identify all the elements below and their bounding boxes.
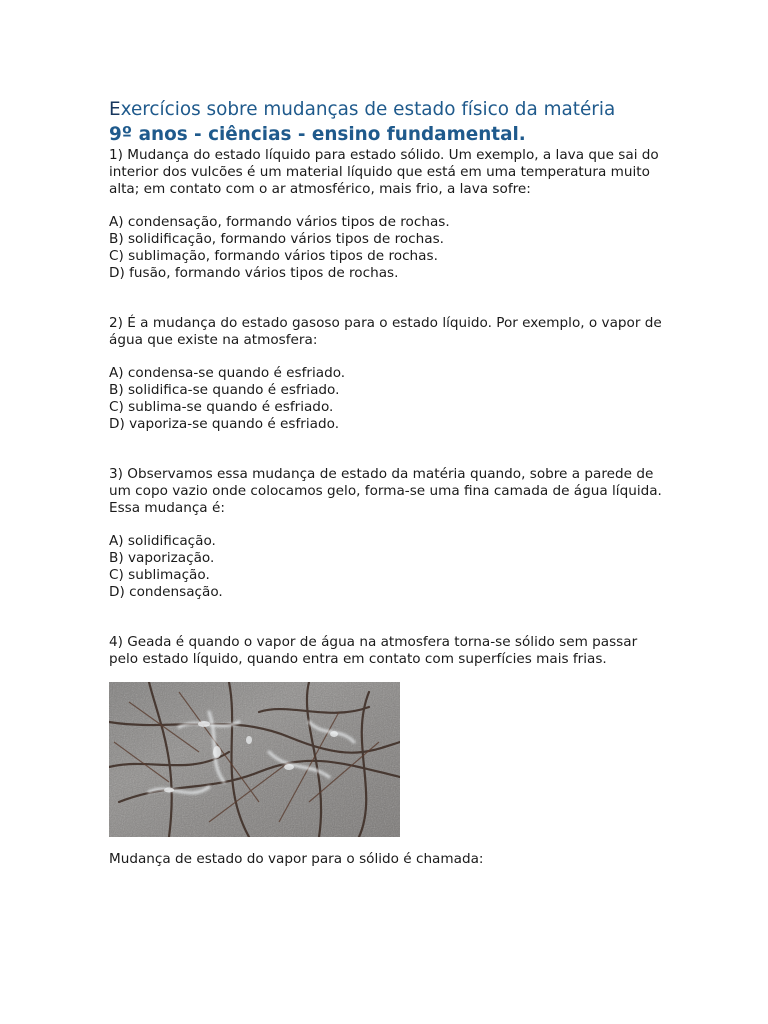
question-3-option-a: A) solidificação. [109,533,216,550]
question-2-options [109,365,669,432]
title-first-letter: E [109,99,121,120]
question-1-option-c: C) sublimação, formando vários tipos de rochas. [109,247,438,264]
question-2-option-d: D) vaporiza-se quando é esfriado. [109,415,340,432]
question-1 [109,147,669,281]
question-2 [109,315,669,433]
question-3-prompt-2: Essa mudança é: [109,499,225,516]
question-2-option-b: B) solidifica-se quando é esfriado. [109,382,340,399]
question-1-option-a: A) condensação, formando vários tipos de rochas. [109,214,450,231]
question-3-option-c: C) sublimação. [109,566,210,583]
question-3-options [109,533,669,600]
question-3-option-b: B) vaporização. [109,550,215,567]
question-4 [109,634,669,867]
question-1-prompt: 1) Mudança do estado líquido para estado sólido. Um exemplo, a lava que sai do interior dos vulcões é um material líquido que está em uma temperatura muito alta; em contato com o ar atmosférico, mais frio, a lava sofre: [109,147,659,197]
document-page [109,97,669,868]
question-3-option-d: D) condensação. [109,583,223,600]
question-1-option-b: B) solidificação, formando vários tipos de rochas. [109,230,445,247]
question-2-option-c: C) sublima-se quando é esfriado. [109,398,334,415]
question-4-prompt: 4) Geada é quando o vapor de água na atmosfera torna-se sólido sem passar pelo estado líquido, quando entra em contato com superfícies mais frias. [109,634,638,667]
question-2-prompt: 2) É a mudança do estado gasoso para o estado líquido. Por exemplo, o vapor de água que existe na atmosfera: [109,314,662,348]
question-1-options [109,214,669,281]
frost-branches-image [109,682,400,837]
question-3 [109,466,669,600]
question-2-option-a: A) condensa-se quando é esfriado. [109,365,346,382]
question-1-option-d: D) fusão, formando vários tipos de rochas. [109,264,399,281]
document-title [109,97,669,147]
title-line-2: 9º anos - ciências - ensino fundamental. [109,124,526,145]
title-line-1: xercícios sobre mudanças de estado físico da matéria [120,99,616,120]
question-3-prompt: 3) Observamos essa mudança de estado da matéria quando, sobre a parede de um copo vazio onde colocamos gelo, forma-se uma fina camada de água líquida. [109,466,662,499]
question-4-caption: Mudança de estado do vapor para o sólido é chamada: [109,850,484,867]
